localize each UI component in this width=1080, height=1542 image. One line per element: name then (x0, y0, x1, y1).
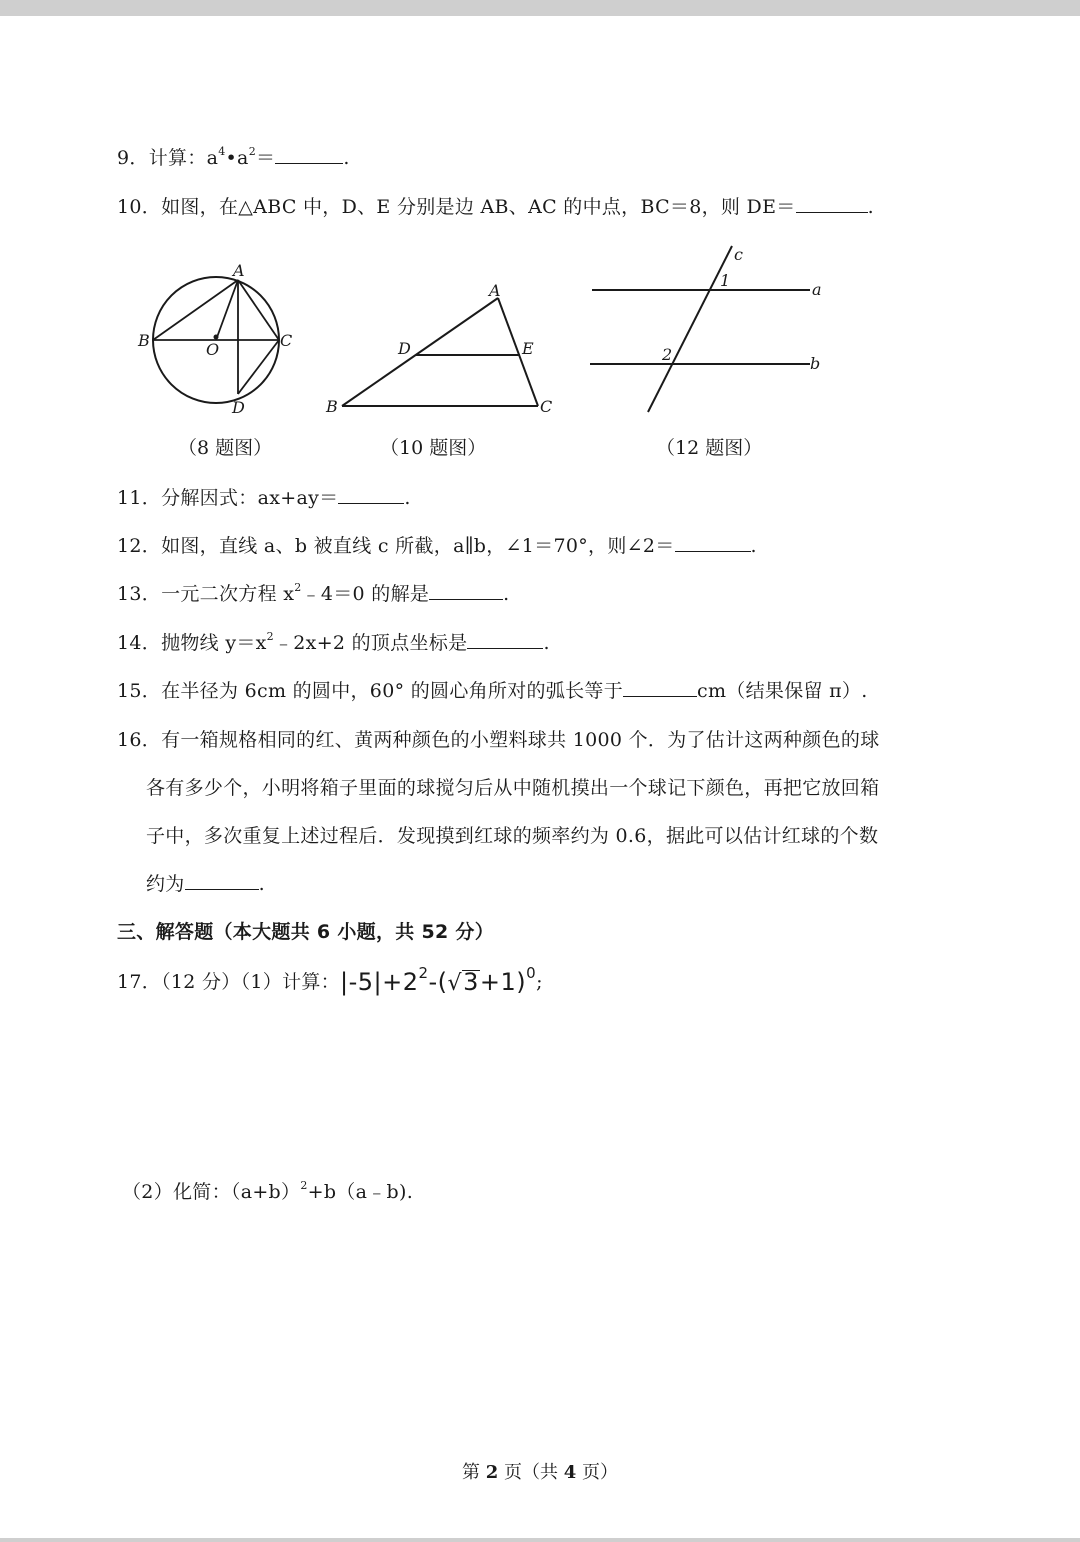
q9-equals: ＝ (256, 147, 276, 169)
q9-text-mid: •a (225, 147, 249, 169)
figure-10-triangle (322, 278, 567, 422)
page-bottom-border (0, 1538, 1080, 1542)
figure-8-circle (132, 258, 302, 428)
sqrt-icon: √ (447, 971, 463, 996)
fig12-label-a: a (812, 280, 822, 299)
fig12-label-angle-2: 2 (662, 345, 673, 364)
figure-12-parallel-lines (584, 240, 844, 420)
q15-text-post: cm（结果保留 π）. (697, 680, 868, 702)
q11-answer-blank[interactable] (338, 485, 404, 504)
q15-text: 15．在半径为 6cm 的圆中，60° 的圆心角所对的弧长等于 (117, 680, 624, 702)
q14-exponent: 2 (266, 630, 274, 643)
question-17-part-2 (122, 1178, 413, 1206)
q10-answer-blank[interactable] (796, 194, 868, 213)
fig12-label-b: b (810, 354, 821, 373)
q17-expr-part-a: |-5|+2 (339, 968, 419, 996)
q9-period: . (343, 147, 350, 169)
question-13 (117, 580, 510, 608)
q10-text: 10．如图，在△ABC 中，D、E 分别是边 AB、AC 的中点，BC＝8，则 DE＝ (117, 196, 796, 218)
q17-part2-text: （2）化简：（a+b） (122, 1181, 301, 1203)
question-17-part-1 (117, 964, 543, 998)
fig8-label-b: B (138, 331, 150, 350)
fig8-chord-ac (238, 280, 279, 340)
q16-line-4 (146, 870, 265, 898)
footer-text-mid: 页（共 (498, 1462, 564, 1483)
q17-expr-part-c: +1) (479, 968, 527, 996)
fig10-label-a: A (489, 281, 501, 300)
q14-period: . (543, 632, 550, 654)
page-top-border (0, 0, 1080, 16)
q17-part2-text-post: +b（a﹣b). (307, 1181, 414, 1203)
fig8-label-o: O (206, 340, 220, 359)
fig10-label-d: D (398, 339, 411, 358)
question-9 (117, 144, 350, 172)
fig12-label-angle-1: 1 (720, 271, 731, 290)
fig10-label-b: B (326, 397, 338, 416)
question-11 (117, 484, 411, 512)
fig12-caption: （12 题图） (656, 437, 763, 459)
q9-answer-blank[interactable] (275, 145, 343, 164)
fig8-radius-oa (216, 280, 238, 340)
fig8-label-a: A (233, 261, 245, 280)
q17-expr-part-b: -( (428, 968, 448, 996)
fig10-label-e: E (522, 339, 534, 358)
q17-semicolon: ; (536, 971, 543, 993)
q12-text: 12．如图，直线 a、b 被直线 c 所截，a∥b，∠1＝70°，则∠2＝ (117, 535, 675, 557)
q14-text-post: ﹣2x+2 的顶点坐标是 (273, 632, 468, 654)
q13-period: . (503, 583, 510, 605)
fig8-label-d: D (232, 398, 245, 417)
footer-page-number: 2 (485, 1462, 499, 1483)
fig10-side-ab (342, 298, 498, 406)
q9-number: 9． (117, 147, 149, 169)
q16-line-2: 各有多少个，小明将箱子里面的球搅匀后从中随机摸出一个球记下颜色，再把它放回箱 (146, 777, 880, 799)
footer-total-pages: 4 (563, 1462, 577, 1483)
q16-answer-blank[interactable] (185, 871, 259, 890)
q11-period: . (404, 487, 411, 509)
fig8-center-dot (214, 335, 219, 340)
q17-part2-exponent: 2 (300, 1179, 308, 1192)
fig8-label-c: C (280, 331, 293, 350)
q12-period: . (750, 535, 757, 557)
q14-answer-blank[interactable] (467, 630, 543, 649)
fig8-caption: （8 题图） (178, 437, 273, 459)
q9-exponent-1: 4 (218, 145, 226, 158)
question-14 (117, 629, 550, 657)
fig10-caption: （10 题图） (380, 437, 487, 459)
question-12 (117, 532, 757, 560)
q16-line-3: 子中，多次重复上述过程后．发现摸到红球的频率约为 0.6，据此可以估计红球的个数 (146, 825, 879, 847)
q13-answer-blank[interactable] (429, 581, 503, 600)
footer-text-pre: 第 (462, 1462, 486, 1483)
fig12-label-c: c (734, 245, 743, 264)
q13-text: 13．一元二次方程 x (117, 583, 295, 605)
q9-text: 计算：a (148, 147, 219, 169)
q17-intro: 17．（12 分）（1）计算： (117, 971, 340, 993)
q16-line-4-text: 约为 (146, 873, 185, 895)
q14-text: 14．抛物线 y＝x (117, 632, 267, 654)
q12-answer-blank[interactable] (675, 533, 751, 552)
question-10 (117, 193, 874, 221)
question-15 (117, 677, 868, 705)
section-3-heading: 三、解答题（本大题共 6 小题，共 52 分） (117, 921, 495, 943)
q17-expr-radicand: 3 (463, 968, 479, 996)
q16-line-1: 16．有一箱规格相同的红、黄两种颜色的小塑料球共 1000 个．为了估计这两种颜色的球 (117, 729, 880, 751)
page-footer (0, 1458, 1080, 1484)
fig8-chord-ab (153, 280, 238, 340)
fig10-label-c: C (540, 397, 553, 416)
q11-text: 11．分解因式：ax+ay＝ (117, 487, 339, 509)
q13-exponent: 2 (294, 581, 302, 594)
q16-period: . (258, 873, 265, 895)
q9-exponent-2: 2 (248, 145, 256, 158)
q15-answer-blank[interactable] (623, 678, 697, 697)
q17-expr-exponent: 2 (418, 964, 429, 982)
q17-expression (339, 964, 537, 998)
q17-expr-exponent-0: 0 (526, 964, 537, 982)
q13-text-post: ﹣4＝0 的解是 (301, 583, 430, 605)
q10-period: . (867, 196, 874, 218)
footer-text-post: 页） (576, 1462, 618, 1483)
